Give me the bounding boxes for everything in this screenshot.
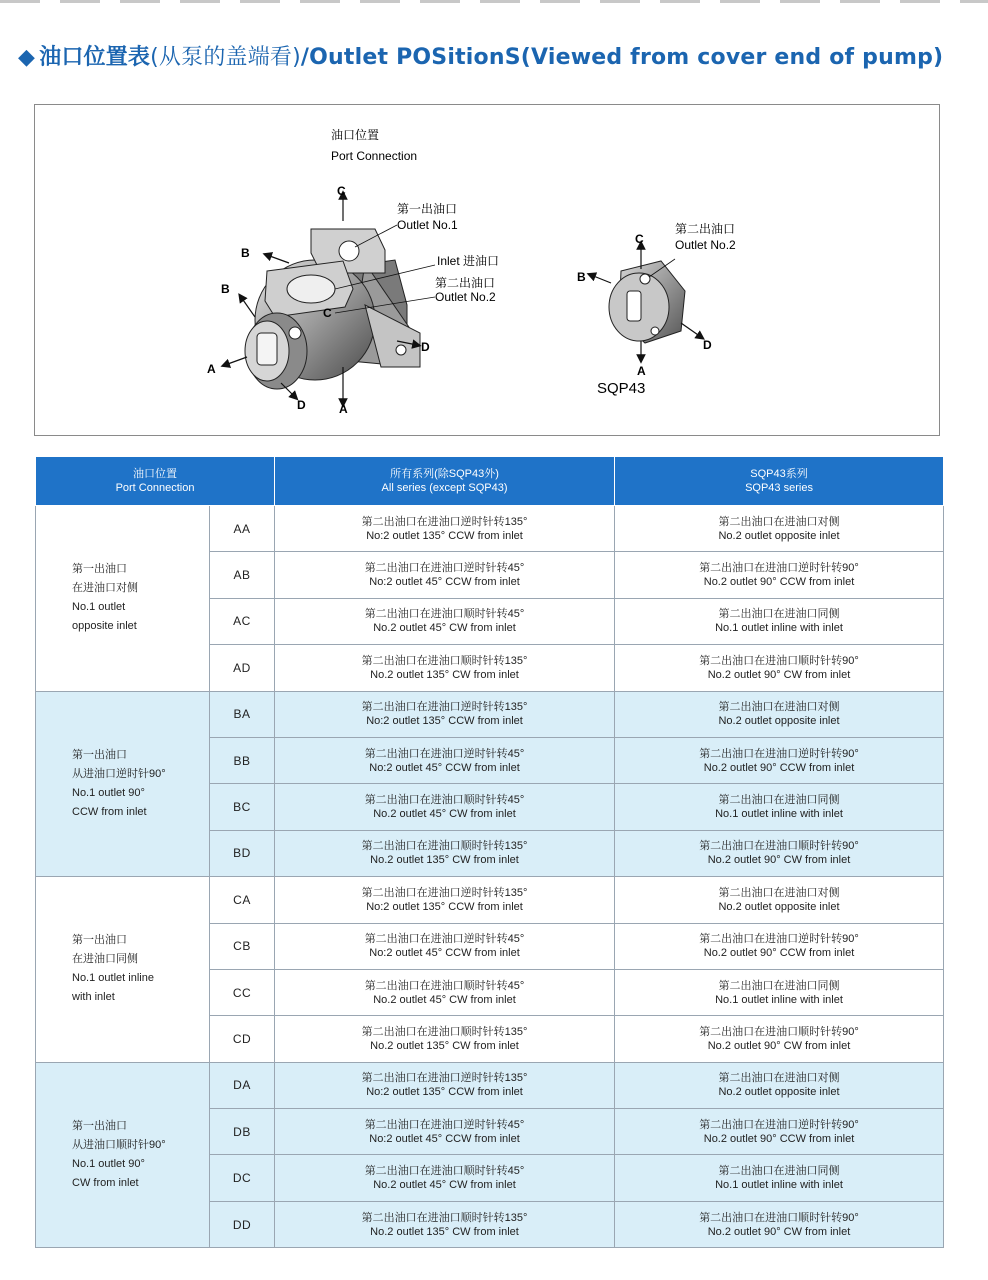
- all-series-cell-text: No.2 outlet 135° CW from inlet: [370, 1039, 519, 1052]
- sqp43-cell: [615, 923, 944, 969]
- header-all-en: All series (except SQP43): [381, 482, 508, 494]
- all-series-cell: [275, 1109, 615, 1155]
- port-code-cell: AD: [210, 645, 275, 691]
- sqp43-cell: [615, 784, 944, 830]
- all-series-cell: [275, 923, 615, 969]
- all-series-cell-text: No:2 outlet 45° CCW from inlet: [369, 1132, 520, 1145]
- table-row: [36, 877, 944, 923]
- port-code-cell: CB: [210, 923, 275, 969]
- sqp43-cell-text: No.1 outlet inline with inlet: [715, 993, 843, 1006]
- sqp43-cell-text: No.2 outlet 90° CW from inlet: [707, 1039, 851, 1052]
- group-label-cell: [36, 1062, 210, 1248]
- label-c-sqp: C: [635, 232, 644, 246]
- port-code-cell: DB: [210, 1109, 275, 1155]
- port-connection-figure: [34, 104, 940, 436]
- all-series-cell-text: No.2 outlet 45° CW from inlet: [373, 1179, 516, 1192]
- group-label-line: No.1 outlet inline: [72, 972, 154, 985]
- all-series-cell-text: 第二出油口在进油口顺时针转135°: [361, 1211, 528, 1224]
- figure-heading-cn: 油口位置: [331, 128, 380, 142]
- all-series-cell-text: No:2 outlet 135° CCW from inlet: [366, 1086, 523, 1099]
- port-code-cell: CD: [210, 1016, 275, 1062]
- group-label-line: 第一出油口: [72, 563, 127, 576]
- sqp43-cell: [615, 877, 944, 923]
- all-series-cell-text: 第二出油口在进油口逆时针转45°: [364, 562, 525, 575]
- group-label-line: No.1 outlet: [72, 601, 126, 614]
- group-label-line: opposite inlet: [72, 620, 137, 633]
- group-label-line: No.1 outlet 90°: [72, 1157, 145, 1170]
- label-d-sqp: D: [703, 338, 712, 352]
- all-series-cell-text: No.2 outlet 45° CW from inlet: [373, 622, 516, 635]
- sqp43-pump-drawing: [609, 261, 685, 343]
- port-code-cell: CC: [210, 969, 275, 1015]
- sqp43-cell-text: No.1 outlet inline with inlet: [715, 622, 843, 635]
- sqp43-cell-text: No.2 outlet 90° CW from inlet: [707, 854, 851, 867]
- group-label-line: CCW from inlet: [72, 805, 147, 818]
- all-series-cell: [275, 691, 615, 737]
- sqp43-cell: [615, 1201, 944, 1247]
- all-series-cell-text: 第二出油口在进油口逆时针转135°: [361, 886, 528, 899]
- port-code-cell: BC: [210, 784, 275, 830]
- port-code-cell: DD: [210, 1201, 275, 1247]
- label-c-main-inner: C: [323, 306, 332, 320]
- port-code-cell: DA: [210, 1062, 275, 1108]
- all-series-cell-text: No:2 outlet 135° CCW from inlet: [366, 529, 523, 542]
- sqp43-cell-text: No.2 outlet opposite inlet: [718, 529, 840, 542]
- all-series-cell-text: 第二出油口在进油口顺时针转45°: [364, 979, 525, 992]
- all-series-cell-text: No:2 outlet 135° CCW from inlet: [366, 715, 523, 728]
- all-series-cell: [275, 969, 615, 1015]
- label-d-main-lower: D: [297, 398, 306, 412]
- header-sqp43-series: [615, 457, 944, 506]
- label-c-main: C: [337, 184, 346, 198]
- sqp43-cell-text: 第二出油口在进油口逆时针转90°: [699, 562, 859, 575]
- group-label-line: 第一出油口: [72, 934, 127, 947]
- header-all-cn: 所有系列(除SQP43外): [390, 468, 499, 480]
- group-label-line: 从进油口顺时针90°: [72, 1138, 166, 1151]
- label-a-main-left: A: [207, 362, 216, 376]
- title-en: /Outlet POSitionS(Viewed from cover end of pump): [300, 45, 944, 70]
- sqp43-cell-text: No.1 outlet inline with inlet: [715, 1179, 843, 1192]
- callout-inlet: Inlet 进油口: [437, 254, 500, 268]
- all-series-cell-text: No:2 outlet 45° CCW from inlet: [369, 761, 520, 774]
- sqp43-cell-text: 第二出油口在进油口顺时针转90°: [699, 840, 859, 853]
- sqp43-cell-text: 第二出油口在进油口对侧: [718, 515, 840, 528]
- sqp43-cell: [615, 1155, 944, 1201]
- all-series-cell: [275, 1062, 615, 1108]
- port-code-cell: AC: [210, 598, 275, 644]
- title-cn-paren: (从泵的盖端看): [150, 45, 301, 70]
- all-series-cell: [275, 1155, 615, 1201]
- sqp43-cell-text: 第二出油口在进油口同侧: [718, 794, 840, 807]
- sqp43-cell: [615, 737, 944, 783]
- sqp-outlet2-cn: 第二出油口: [675, 222, 736, 236]
- group-label-cell: [36, 506, 210, 692]
- all-series-cell-text: 第二出油口在进油口逆时针转135°: [361, 701, 528, 714]
- all-series-cell-text: No.2 outlet 135° CW from inlet: [370, 668, 519, 681]
- group-label-line: 第一出油口: [72, 748, 127, 761]
- header-sqp-cn: SQP43系列: [750, 468, 808, 480]
- header-all-series: [275, 457, 615, 506]
- sqp43-cell: [615, 645, 944, 691]
- group-label-cell: [36, 691, 210, 877]
- header-port-connection: [36, 457, 275, 506]
- sqp43-cell: [615, 1016, 944, 1062]
- sqp43-cell: [615, 598, 944, 644]
- all-series-cell-text: 第二出油口在进油口顺时针转45°: [364, 1165, 525, 1178]
- sqp43-cell-text: No.2 outlet opposite inlet: [718, 715, 840, 728]
- sqp43-cell-text: 第二出油口在进油口顺时针转90°: [699, 1025, 859, 1038]
- pump-diagram: [35, 105, 939, 435]
- header-sqp-en: SQP43 series: [745, 482, 813, 494]
- all-series-cell-text: 第二出油口在进油口逆时针转135°: [361, 1072, 528, 1085]
- callout-outlet1-cn: 第一出油口: [397, 202, 458, 216]
- figure-heading-en: Port Connection: [331, 149, 418, 163]
- all-series-cell-text: 第二出油口在进油口顺时针转45°: [364, 608, 525, 621]
- all-series-cell-text: 第二出油口在进油口顺时针转45°: [364, 794, 525, 807]
- all-series-cell-text: 第二出油口在进油口顺时针转135°: [361, 654, 528, 667]
- sqp43-cell-text: 第二出油口在进油口同侧: [718, 608, 840, 621]
- port-code-cell: AA: [210, 506, 275, 552]
- port-code-cell: BA: [210, 691, 275, 737]
- port-code-cell: CA: [210, 877, 275, 923]
- title-cn: 油口位置表: [39, 45, 151, 70]
- sqp43-cell-text: No.2 outlet 90° CCW from inlet: [703, 761, 855, 774]
- all-series-cell-text: 第二出油口在进油口逆时针转45°: [364, 747, 525, 760]
- sqp43-cell-text: No.2 outlet 90° CCW from inlet: [703, 1132, 855, 1145]
- all-series-cell-text: No:2 outlet 45° CCW from inlet: [369, 947, 520, 960]
- all-series-cell: [275, 1016, 615, 1062]
- sqp-model-label: SQP43: [597, 380, 646, 397]
- all-series-cell-text: No.2 outlet 135° CW from inlet: [370, 1225, 519, 1238]
- sqp43-cell-text: 第二出油口在进油口对侧: [718, 1072, 840, 1085]
- sqp43-cell: [615, 830, 944, 876]
- table-body: [36, 506, 944, 1248]
- group-label-line: 从进油口逆时针90°: [72, 767, 166, 780]
- table-header-row: [36, 457, 944, 506]
- all-series-cell: [275, 506, 615, 552]
- label-d-main-right: D: [421, 340, 430, 354]
- all-series-cell-text: 第二出油口在进油口逆时针转45°: [364, 933, 525, 946]
- all-series-cell-text: No.2 outlet 135° CW from inlet: [370, 854, 519, 867]
- group-label-line: 第一出油口: [72, 1119, 127, 1132]
- group-label-line: No.1 outlet 90°: [72, 786, 145, 799]
- group-label-line: 在进油口同侧: [72, 953, 138, 966]
- sqp43-cell-text: No.2 outlet opposite inlet: [718, 1086, 840, 1099]
- sqp43-cell: [615, 691, 944, 737]
- diamond-bullet-icon: ◆: [18, 45, 36, 70]
- sqp43-cell-text: 第二出油口在进油口顺时针转90°: [699, 1211, 859, 1224]
- port-code-cell: AB: [210, 552, 275, 598]
- callout-outlet2-cn: 第二出油口: [435, 276, 496, 290]
- all-series-cell: [275, 1201, 615, 1247]
- sqp43-cell-text: No.2 outlet 90° CW from inlet: [707, 1225, 851, 1238]
- port-code-cell: BD: [210, 830, 275, 876]
- port-position-table: [35, 456, 944, 1248]
- sqp43-cell-text: 第二出油口在进油口同侧: [718, 979, 840, 992]
- group-label-cell: [36, 877, 210, 1063]
- table-row: [36, 691, 944, 737]
- header-port-cn: 油口位置: [133, 468, 177, 480]
- all-series-cell-text: No.2 outlet 45° CW from inlet: [373, 993, 516, 1006]
- callout-outlet2-en: Outlet No.2: [435, 290, 496, 304]
- sqp43-cell: [615, 552, 944, 598]
- sqp43-cell-text: 第二出油口在进油口对侧: [718, 886, 840, 899]
- sqp43-cell-text: 第二出油口在进油口逆时针转90°: [699, 933, 859, 946]
- all-series-cell-text: No.2 outlet 45° CW from inlet: [373, 808, 516, 821]
- group-label-line: CW from inlet: [72, 1176, 139, 1189]
- sqp43-cell: [615, 1062, 944, 1108]
- sqp43-cell: [615, 969, 944, 1015]
- sqp43-cell-text: No.2 outlet 90° CCW from inlet: [703, 947, 855, 960]
- all-series-cell: [275, 784, 615, 830]
- group-label-line: with inlet: [72, 991, 115, 1004]
- sqp43-cell: [615, 1109, 944, 1155]
- label-a-sqp: A: [637, 364, 646, 378]
- label-b-sqp: B: [577, 270, 586, 284]
- sqp43-cell-text: No.2 outlet 90° CCW from inlet: [703, 576, 855, 589]
- all-series-cell-text: No:2 outlet 135° CCW from inlet: [366, 900, 523, 913]
- all-series-cell-text: 第二出油口在进油口逆时针转45°: [364, 1118, 525, 1131]
- all-series-cell: [275, 877, 615, 923]
- label-b-main-upper: B: [241, 246, 250, 260]
- sqp-outlet2-en: Outlet No.2: [675, 238, 736, 252]
- page-title: [18, 40, 943, 71]
- group-label-line: 在进油口对侧: [72, 582, 138, 595]
- sqp43-cell-text: 第二出油口在进油口顺时针转90°: [699, 654, 859, 667]
- sqp43-cell-text: 第二出油口在进油口对侧: [718, 701, 840, 714]
- all-series-cell-text: 第二出油口在进油口顺时针转135°: [361, 840, 528, 853]
- all-series-cell-text: 第二出油口在进油口逆时针转135°: [361, 515, 528, 528]
- all-series-cell: [275, 598, 615, 644]
- sqp43-cell-text: No.1 outlet inline with inlet: [715, 808, 843, 821]
- header-port-en: Port Connection: [115, 482, 195, 494]
- table-row: [36, 1062, 944, 1108]
- all-series-cell: [275, 830, 615, 876]
- sqp43-cell-text: 第二出油口在进油口逆时针转90°: [699, 747, 859, 760]
- label-b-main-lower: B: [221, 282, 230, 296]
- sqp43-cell-text: 第二出油口在进油口同侧: [718, 1165, 840, 1178]
- sqp43-cell: [615, 506, 944, 552]
- top-border: [0, 0, 988, 3]
- sqp43-cell-text: No.2 outlet 90° CW from inlet: [707, 668, 851, 681]
- table-row: [36, 506, 944, 552]
- port-code-cell: DC: [210, 1155, 275, 1201]
- all-series-cell-text: 第二出油口在进油口顺时针转135°: [361, 1025, 528, 1038]
- all-series-cell-text: No:2 outlet 45° CCW from inlet: [369, 576, 520, 589]
- all-series-cell: [275, 645, 615, 691]
- callout-outlet1-en: Outlet No.1: [397, 218, 458, 232]
- sqp43-cell-text: No.2 outlet opposite inlet: [718, 900, 840, 913]
- port-code-cell: BB: [210, 737, 275, 783]
- main-pump-drawing: [245, 229, 420, 389]
- all-series-cell: [275, 552, 615, 598]
- all-series-cell: [275, 737, 615, 783]
- label-a-main: A: [339, 402, 348, 416]
- sqp43-cell-text: 第二出油口在进油口逆时针转90°: [699, 1118, 859, 1131]
